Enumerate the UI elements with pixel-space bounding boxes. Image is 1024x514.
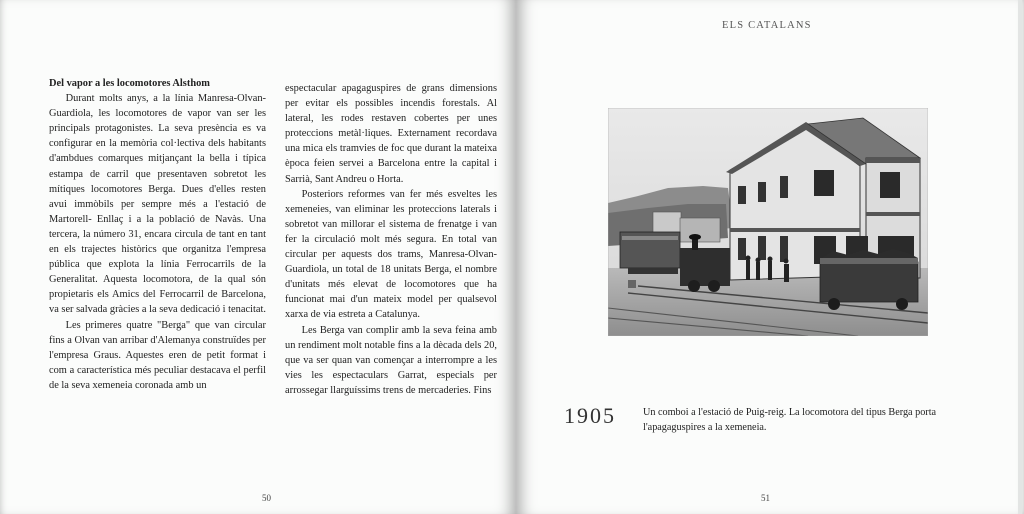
paragraph: Les primeres quatre "Berga" que van circular fins a Olvan van arribar d'Alemanya construïdes per l'empresa Graus. Aquestes eren de petit format i com a característica més peculiar destacava el perfil de la seva xemeneia coronada amb un <box>49 319 266 391</box>
paragraph: Durant molts anys, a la línia Manresa-Olvan-Guardiola, les locomotores de vapor van ser les principals protagonistes. La seva presència es va configurar en la memòria col·lectiva dels habitants d'ambdues comarques mitjançant la bella i típica estampa de carril que presentaven sobretot les mítiques locomotores Berga. Dues d'elles resten avui immòbils per sempre més a l'estació de Martorell- Enllaç i a la població de Navàs. Una tercera, la número 31, encara circula de tant en tant en els trajectes històrics que organitza l'empresa pública que explota la línia Ferrocarrils de la Generalitat. Aquesta locomotora, de la qual són propietaris els Amics del Ferrocarril de Barcelona, va ser salvada gràcies a la seva dedicació i tenacitat. <box>49 93 266 316</box>
page-number-left: 50 <box>262 493 271 503</box>
page-number-right: 51 <box>761 493 770 503</box>
paragraph: Posteriors reformes van fer més esveltes les xemeneies, van eliminar les proteccions laterals i sobretot van millorar el sistema de frenatge i van fer la circulació molt més segura. En total van circular per aquests dos trams, Manresa-Olvan-Guardiola, un total de 18 unitats Berga, el nombre d'unitats més elevat de locomotores que ha funcionat mai d'un mateix model per qualsevol xarxa de via estreta a Catalunya. <box>285 188 497 321</box>
photo-caption: Un comboi a l'estació de Puig-reig. La locomotora del tipus Berga porta l'apagaguspires a la xemeneia. <box>643 407 937 433</box>
page-edge <box>1018 0 1022 514</box>
running-head: ELS CATALANS <box>722 20 812 31</box>
paragraph: espectacular apagaguspires de grans dimensions per evitar els possibles incendis forestals. Al lateral, les rodes restaven cobertes per unes proteccions metàl·liques. Externament recordava una mica els tramvies de foc que durant la mateixa època feien servei a Barcelona entre la capital i Sarrià, Sant Andreu o Horta. <box>285 83 497 185</box>
text-column-1 <box>49 76 266 393</box>
text-column-2 <box>285 81 497 398</box>
year-label: 1905 <box>564 403 616 428</box>
section-heading: Del vapor a les locomotores Alsthom <box>49 78 210 89</box>
paragraph: Les Berga van complir amb la seva feina amb un rendiment molt notable fins a la dècada dels 20, que va ser quan van començar a interrompre a les vies les espectaculars Garrat, especials per arrossegar llarguíssims trens de mercaderies. Fins <box>285 324 497 396</box>
station-photo <box>608 108 928 336</box>
